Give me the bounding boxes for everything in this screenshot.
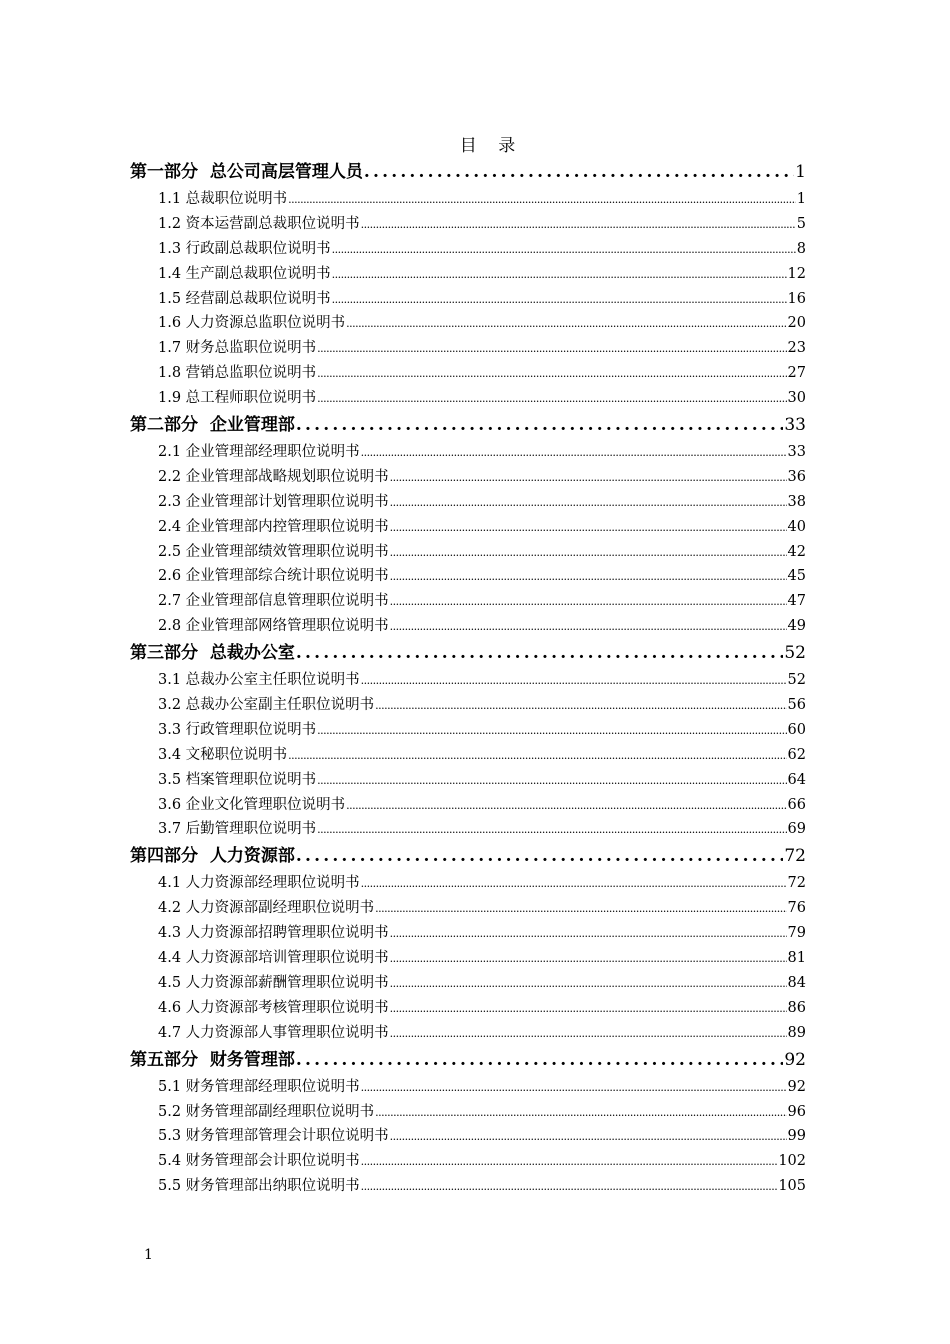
toc-item-label: 4.3 人力资源部招聘管理职位说明书	[158, 925, 389, 942]
toc-section-entry[interactable]	[130, 158, 806, 187]
dot-leader	[296, 1046, 784, 1075]
toc-section-page: 52	[784, 643, 806, 664]
toc-item-label: 1.6 人力资源总监职位说明书	[158, 315, 346, 332]
toc-item-entry[interactable]	[130, 1174, 806, 1199]
dot-leader	[361, 213, 796, 238]
toc-item-entry[interactable]	[130, 718, 806, 743]
toc-item-label: 1.9 总工程师职位说明书	[158, 390, 317, 407]
toc-item-label: 2.8 企业管理部网络管理职位说明书	[158, 618, 389, 635]
dot-leader	[346, 312, 786, 337]
toc-item-entry[interactable]	[130, 515, 806, 540]
toc-item-label: 3.7 后勤管理职位说明书	[158, 821, 317, 838]
toc-item-page: 38	[787, 493, 806, 510]
toc-title: 目 录	[459, 136, 516, 156]
toc-item-entry[interactable]	[130, 589, 806, 614]
dot-leader	[390, 565, 787, 590]
toc-item-page: 47	[787, 593, 806, 610]
toc-section-page: 72	[784, 846, 806, 867]
toc-section-entry[interactable]	[130, 639, 806, 668]
dot-leader	[390, 922, 787, 947]
dot-leader	[390, 947, 787, 972]
toc-item-page: 1	[796, 191, 806, 207]
dot-leader	[361, 441, 787, 466]
dot-leader	[296, 411, 784, 440]
toc-item-label: 3.5 档案管理职位说明书	[158, 771, 317, 788]
toc-item-page: 42	[787, 543, 806, 560]
toc-section-label: 第二部分 企业管理部	[130, 415, 295, 436]
toc-item-page: 20	[787, 315, 806, 332]
toc-section-entry[interactable]	[130, 1046, 806, 1075]
toc-item-entry[interactable]	[130, 896, 806, 921]
toc-item-page: 49	[787, 618, 806, 635]
toc-item-label: 1.3 行政副总裁职位说明书	[158, 240, 331, 257]
toc-section-page: 33	[784, 415, 806, 436]
toc-item-page: 5	[796, 215, 806, 232]
toc-item-entry[interactable]	[130, 564, 806, 589]
toc-item-entry[interactable]	[130, 386, 806, 411]
toc-item-page: 12	[787, 265, 806, 282]
toc-item-label: 4.6 人力资源部考核管理职位说明书	[158, 999, 389, 1016]
toc-item-label: 3.2 总裁办公室副主任职位说明书	[158, 697, 375, 714]
toc-item-entry[interactable]	[130, 793, 806, 818]
toc-item-label: 2.2 企业管理部战略规划职位说明书	[158, 468, 389, 485]
toc-item-label: 3.4 文秘职位说明书	[158, 746, 288, 763]
toc-item-label: 1.1 总裁职位说明书	[158, 191, 288, 207]
toc-item-page: 99	[787, 1128, 806, 1145]
toc-item-label: 4.7 人力资源部人事管理职位说明书	[158, 1024, 389, 1041]
dot-leader	[346, 794, 786, 819]
toc-item-entry[interactable]	[130, 921, 806, 946]
toc-item-page: 52	[787, 672, 806, 689]
toc-item-label: 2.4 企业管理部内控管理职位说明书	[158, 518, 389, 535]
toc-item-label: 1.7 财务总监职位说明书	[158, 340, 317, 357]
dot-leader	[390, 541, 787, 566]
toc-item-page: 56	[787, 697, 806, 714]
dot-leader	[332, 288, 787, 313]
dot-leader	[317, 362, 786, 387]
toc-item-entry[interactable]	[130, 946, 806, 971]
toc-item-page: 45	[787, 568, 806, 585]
toc-item-label: 5.2 财务管理部副经理职位说明书	[158, 1103, 375, 1120]
toc-item-label: 3.6 企业文化管理职位说明书	[158, 796, 346, 813]
toc-item-page: 8	[796, 240, 806, 257]
dot-leader	[361, 1150, 778, 1175]
dot-leader	[390, 590, 787, 615]
toc-item-label: 5.5 财务管理部出纳职位说明书	[158, 1178, 360, 1195]
toc-section-page: 92	[784, 1049, 806, 1070]
toc-item-page: 33	[787, 444, 806, 461]
toc-item-entry[interactable]	[130, 693, 806, 718]
toc-item-entry[interactable]	[130, 187, 806, 212]
toc-item-label: 5.1 财务管理部经理职位说明书	[158, 1078, 360, 1095]
dot-leader	[317, 769, 786, 794]
toc-item-page: 60	[787, 721, 806, 738]
toc-item-page: 36	[787, 468, 806, 485]
dot-leader	[361, 872, 787, 897]
toc-section-label: 第五部分 财务管理部	[130, 1049, 295, 1070]
toc-item-entry[interactable]	[130, 237, 806, 262]
toc-item-entry[interactable]	[130, 465, 806, 490]
toc-item-label: 5.3 财务管理部管理会计职位说明书	[158, 1128, 389, 1145]
dot-leader	[375, 694, 786, 719]
dot-leader	[390, 466, 787, 491]
toc-item-page: 81	[787, 950, 806, 967]
dot-leader	[288, 744, 786, 769]
dot-leader	[317, 337, 786, 362]
toc-item-page: 69	[787, 821, 806, 838]
toc-item-entry[interactable]	[130, 262, 806, 287]
toc-item-label: 1.8 营销总监职位说明书	[158, 365, 317, 382]
dot-leader	[361, 1076, 787, 1101]
toc-item-entry[interactable]	[130, 996, 806, 1021]
toc-item-entry[interactable]	[130, 336, 806, 361]
toc-item-page: 92	[787, 1078, 806, 1095]
toc-item-page: 27	[787, 365, 806, 382]
dot-leader	[390, 516, 787, 541]
toc-item-label: 1.4 生产副总裁职位说明书	[158, 265, 331, 282]
dot-leader	[390, 491, 787, 516]
dot-leader	[317, 818, 786, 843]
toc-section-page: 1	[795, 162, 806, 182]
toc-item-entry[interactable]	[130, 1075, 806, 1100]
toc-item-page: 79	[787, 925, 806, 942]
toc-item-entry[interactable]	[130, 311, 806, 336]
toc-item-label: 2.5 企业管理部绩效管理职位说明书	[158, 543, 389, 560]
toc-item-page: 40	[787, 518, 806, 535]
dot-leader	[390, 615, 787, 640]
toc-item-label: 5.4 财务管理部会计职位说明书	[158, 1153, 360, 1170]
dot-leader	[317, 387, 786, 412]
dot-leader	[317, 719, 786, 744]
toc-item-label: 1.5 经营副总裁职位说明书	[158, 290, 331, 307]
dot-leader	[390, 997, 787, 1022]
toc-item-page: 102	[778, 1153, 806, 1170]
toc-item-page: 72	[787, 875, 806, 892]
toc-section-label: 第四部分 人力资源部	[130, 846, 295, 867]
toc-item-label: 2.6 企业管理部综合统计职位说明书	[158, 568, 389, 585]
toc-item-entry[interactable]	[130, 1124, 806, 1149]
toc-section-entry[interactable]	[130, 411, 806, 440]
toc-item-entry[interactable]	[130, 768, 806, 793]
dot-leader	[390, 972, 787, 997]
toc-item-page: 30	[787, 390, 806, 407]
toc-item-label: 2.1 企业管理部经理职位说明书	[158, 444, 360, 461]
toc-item-label: 1.2 资本运营副总裁职位说明书	[158, 215, 360, 232]
toc-item-label: 3.3 行政管理职位说明书	[158, 721, 317, 738]
dot-leader	[288, 188, 796, 213]
toc-item-entry[interactable]	[130, 817, 806, 842]
toc-item-label: 2.7 企业管理部信息管理职位说明书	[158, 593, 389, 610]
toc-item-entry[interactable]	[130, 490, 806, 515]
toc-item-label: 4.2 人力资源部副经理职位说明书	[158, 900, 375, 917]
dot-leader	[390, 1022, 787, 1047]
dot-leader	[296, 639, 784, 668]
dot-leader	[375, 897, 786, 922]
toc-item-page: 64	[787, 771, 806, 788]
toc-item-entry[interactable]	[130, 871, 806, 896]
toc-section-label: 第三部分 总裁办公室	[130, 643, 295, 664]
dot-leader	[361, 669, 787, 694]
toc-item-page: 16	[787, 290, 806, 307]
toc-item-label: 4.1 人力资源部经理职位说明书	[158, 875, 360, 892]
toc-item-page: 96	[787, 1103, 806, 1120]
toc-item-page: 62	[787, 746, 806, 763]
toc-item-entry[interactable]	[130, 1021, 806, 1046]
toc-item-label: 4.4 人力资源部培训管理职位说明书	[158, 950, 389, 967]
toc-item-entry[interactable]	[130, 287, 806, 312]
dot-leader	[364, 158, 794, 187]
toc-item-entry[interactable]	[130, 361, 806, 386]
toc-section-entry[interactable]	[130, 842, 806, 871]
toc-item-entry[interactable]	[130, 440, 806, 465]
toc-item-page: 86	[787, 999, 806, 1016]
toc-section-label: 第一部分 总公司高层管理人员	[130, 162, 363, 182]
toc-item-page: 84	[787, 974, 806, 991]
dot-leader	[332, 263, 787, 288]
toc-item-entry[interactable]	[130, 212, 806, 237]
toc-item-entry[interactable]	[130, 540, 806, 565]
toc-item-entry[interactable]	[130, 1149, 806, 1174]
toc-item-entry[interactable]	[130, 1100, 806, 1125]
dot-leader	[332, 238, 796, 263]
dot-leader	[296, 842, 784, 871]
toc-item-page: 76	[787, 900, 806, 917]
toc-item-label: 2.3 企业管理部计划管理职位说明书	[158, 493, 389, 510]
toc-item-label: 4.5 人力资源部薪酬管理职位说明书	[158, 974, 389, 991]
toc-item-label: 3.1 总裁办公室主任职位说明书	[158, 672, 360, 689]
toc-item-page: 105	[778, 1178, 806, 1195]
toc-item-entry[interactable]	[130, 971, 806, 996]
toc-item-entry[interactable]	[130, 614, 806, 639]
page-number: 1	[144, 1247, 153, 1263]
dot-leader	[361, 1175, 778, 1200]
toc-item-page: 23	[787, 340, 806, 357]
dot-leader	[375, 1101, 786, 1126]
toc-item-page: 89	[787, 1024, 806, 1041]
table-of-contents	[130, 158, 806, 1199]
toc-item-page: 66	[787, 796, 806, 813]
dot-leader	[390, 1125, 787, 1150]
toc-item-entry[interactable]	[130, 743, 806, 768]
toc-item-entry[interactable]	[130, 668, 806, 693]
